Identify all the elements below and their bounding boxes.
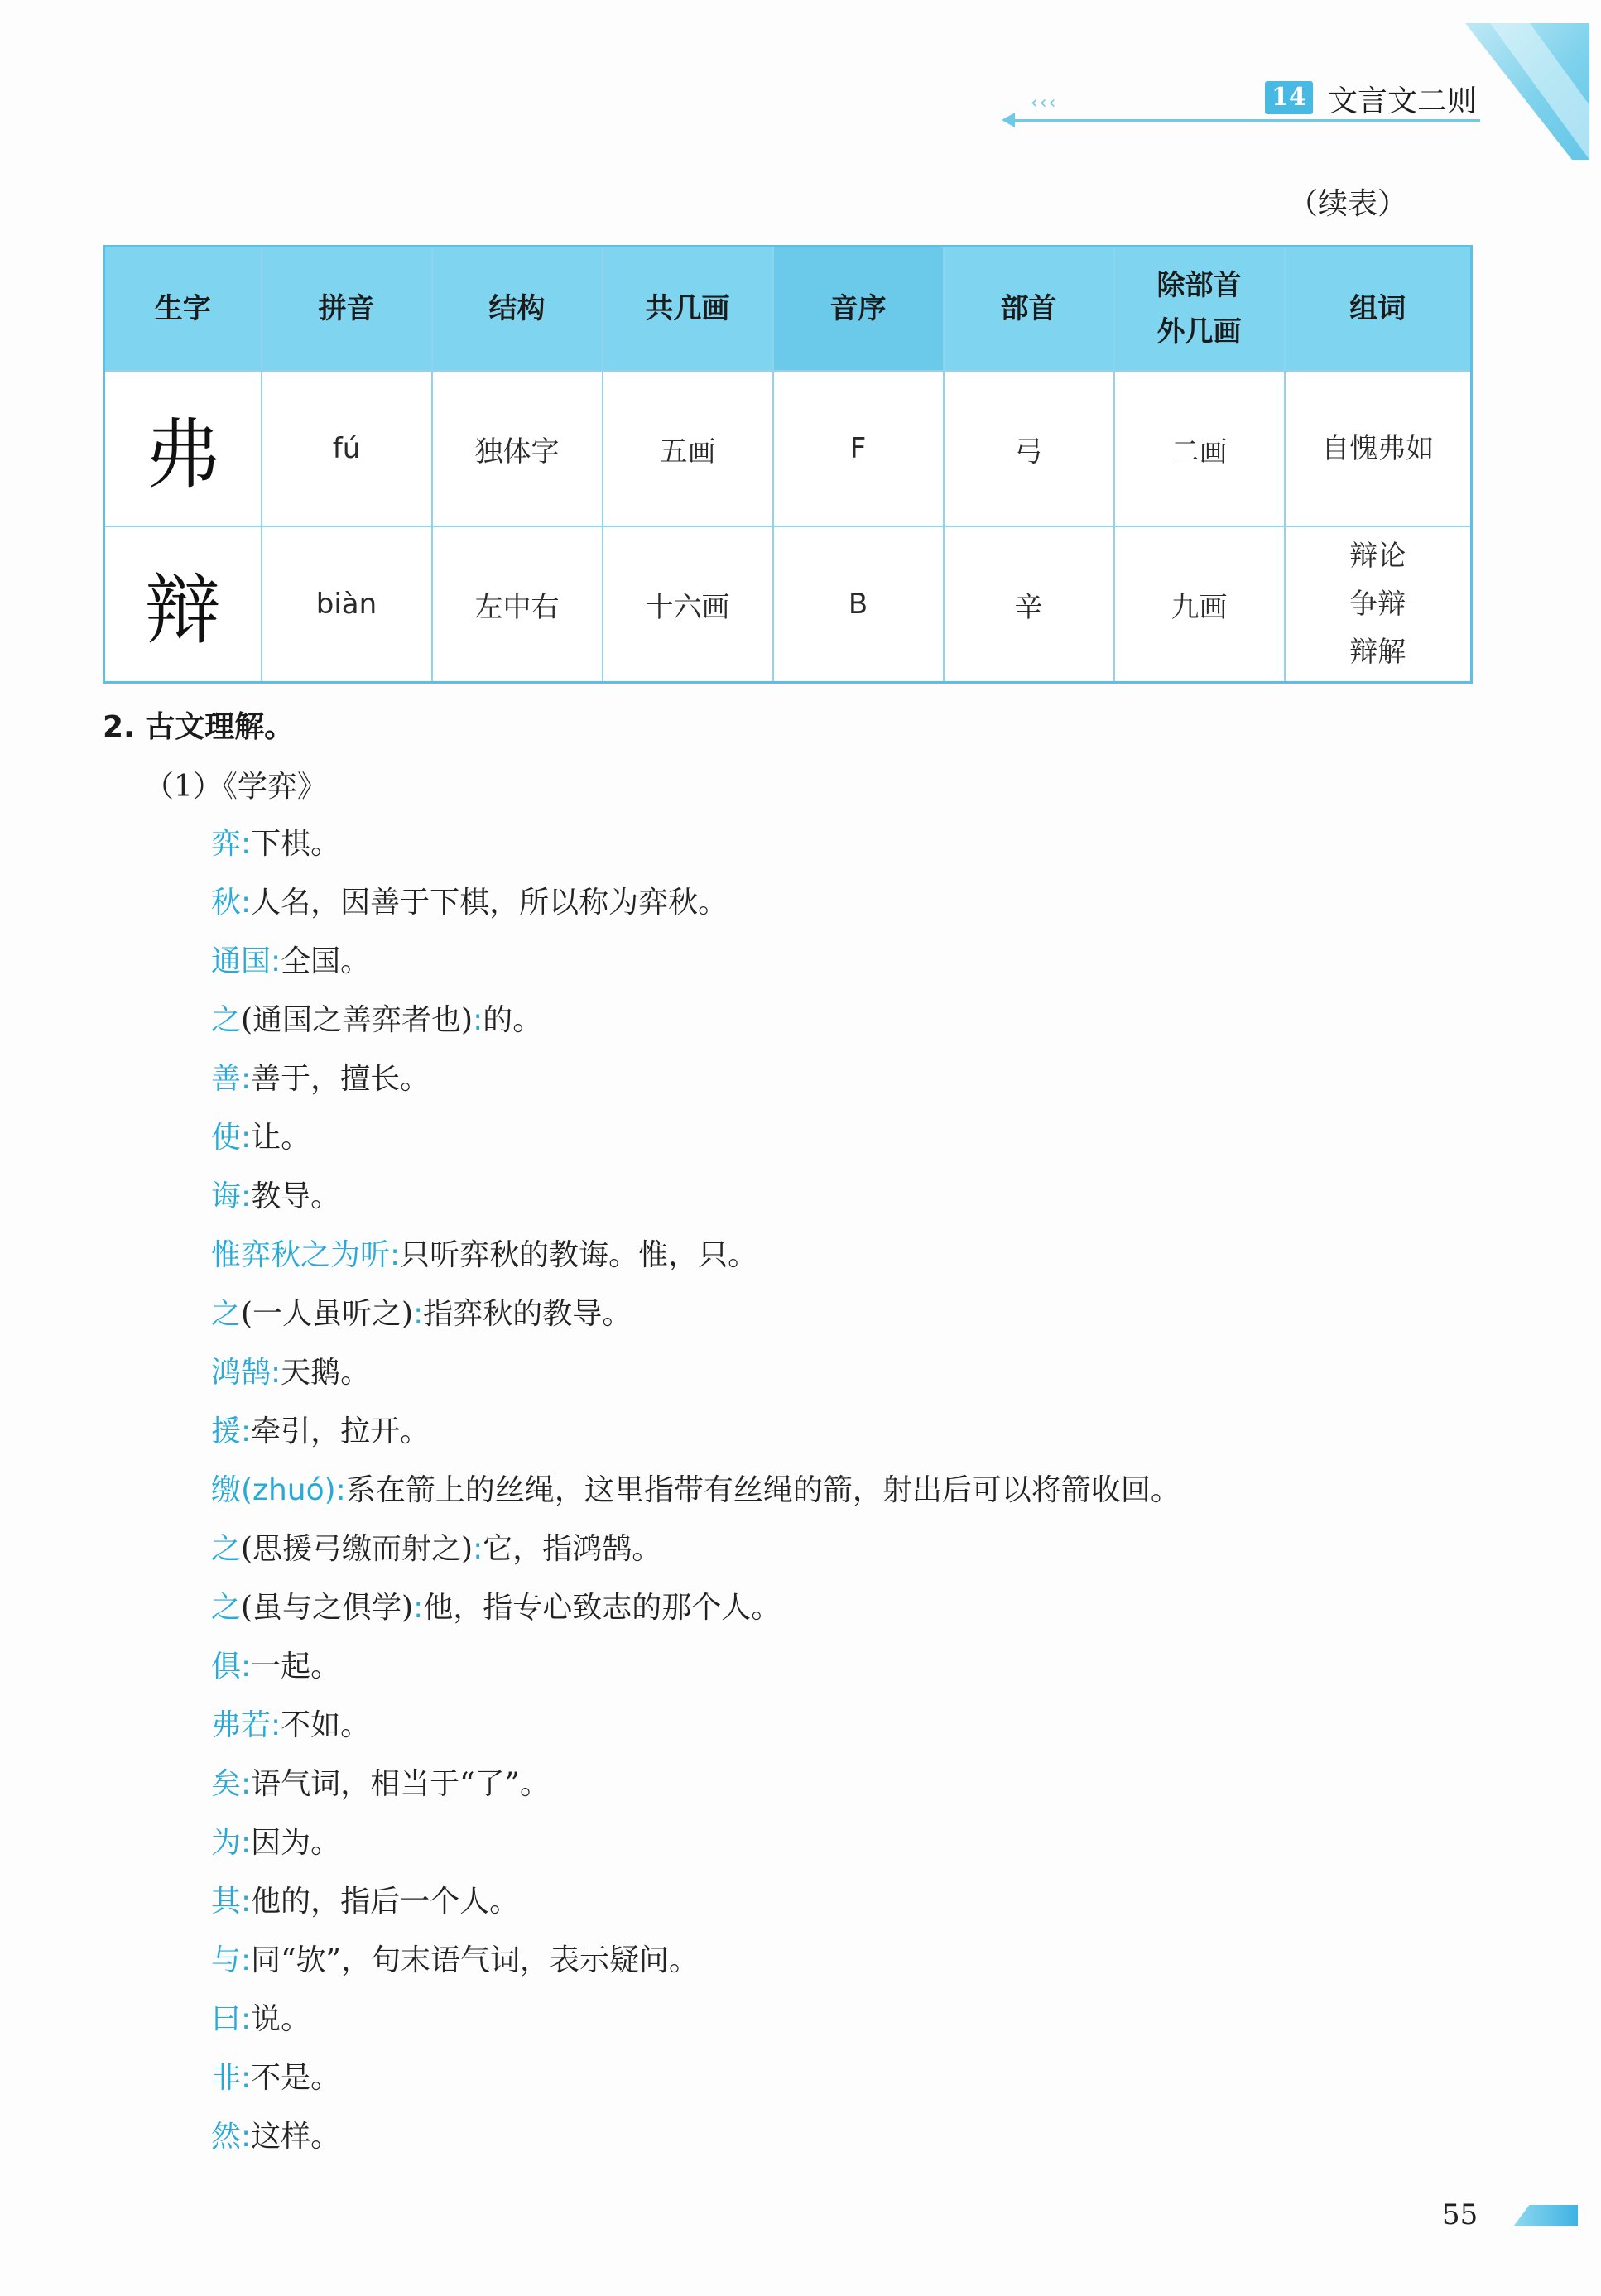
glossary-separator: : — [241, 1121, 252, 1155]
section-title: 2. 古文理解。 — [103, 710, 295, 744]
list-item — [211, 1645, 1180, 1704]
glossary-separator: : — [271, 1356, 281, 1390]
list-item — [211, 1058, 1180, 1117]
glossary-term: 通国 — [211, 944, 272, 978]
list-item — [211, 1410, 1180, 1469]
continued-label: （续表） — [1288, 187, 1408, 221]
glossary-definition: 一起。 — [251, 1650, 341, 1684]
column-header: 部首 — [944, 247, 1114, 372]
list-item — [211, 2057, 1180, 2116]
cell-radical: 弓 — [944, 371, 1114, 526]
list-item — [211, 1939, 1180, 1998]
glossary-definition: 它，指鸿鹄。 — [483, 1532, 662, 1566]
chevrons-icon: ‹‹‹ — [1031, 93, 1058, 113]
cell-radical: 辛 — [944, 526, 1114, 683]
cell-extra-strokes: 九画 — [1114, 526, 1285, 683]
table-row — [104, 371, 1472, 526]
list-item — [211, 940, 1180, 999]
glossary-term: 与 — [211, 1943, 242, 1977]
cell-initial: F — [773, 371, 944, 526]
glossary-term: 鸿鹄 — [211, 1356, 272, 1390]
glossary-term: 为 — [211, 1826, 242, 1860]
glossary-separator: : — [241, 827, 252, 861]
lesson-title: 文言文二则 — [1328, 84, 1478, 118]
list-item — [211, 1822, 1180, 1881]
cell-char: 辩 — [104, 526, 262, 683]
glossary-definition: 这样。 — [251, 2120, 341, 2154]
cell-initial: B — [773, 526, 944, 683]
cell-words — [1285, 371, 1472, 526]
list-item — [211, 1763, 1180, 1822]
glossary-term: 曰 — [211, 2002, 242, 2036]
glossary-definition: 善于，擅长。 — [251, 1062, 430, 1096]
glossary-separator: : — [335, 1473, 346, 1507]
glossary-separator: : — [241, 2120, 252, 2154]
column-header: 共几画 — [603, 247, 773, 372]
column-header: 生字 — [104, 247, 262, 372]
glossary-term: 使 — [211, 1121, 242, 1155]
list-item — [211, 1704, 1180, 1763]
character-table — [103, 245, 1473, 684]
page-tab-decoration — [1513, 2205, 1578, 2226]
cell-structure: 独体字 — [432, 371, 603, 526]
glossary-term: 秋 — [211, 886, 242, 920]
glossary-definition: 全国。 — [281, 944, 371, 978]
glossary-list — [211, 823, 1180, 2174]
list-item — [211, 1881, 1180, 1939]
list-item — [211, 1352, 1180, 1410]
glossary-term: 缴 — [211, 1473, 242, 1507]
glossary-separator: : — [271, 1708, 281, 1742]
glossary-separator: : — [413, 1591, 424, 1625]
list-item — [211, 823, 1180, 881]
glossary-context: (虽与之俱学) — [241, 1591, 414, 1625]
glossary-definition: 牵引，拉开。 — [251, 1415, 430, 1448]
list-item — [211, 1234, 1180, 1293]
column-header-text: 除部首外几画 — [1156, 269, 1242, 348]
glossary-separator: : — [390, 1238, 401, 1272]
glossary-term: 然 — [211, 2120, 242, 2154]
glossary-term: 俱 — [211, 1650, 242, 1684]
glossary-definition: 他的，指后一个人。 — [251, 1885, 520, 1919]
glossary-definition: 下棋。 — [251, 827, 341, 861]
glossary-separator: : — [473, 1003, 483, 1037]
glossary-separator: : — [241, 1767, 252, 1801]
table-row — [104, 526, 1472, 683]
glossary-definition: 系在箭上的丝绳，这里指带有丝绳的箭，射出后可以将箭收回。 — [345, 1473, 1180, 1507]
glossary-separator: : — [473, 1532, 483, 1566]
table-header-row — [104, 247, 1472, 372]
list-item — [211, 1117, 1180, 1175]
cell-extra-strokes: 二画 — [1114, 371, 1285, 526]
column-header: 组词 — [1285, 247, 1472, 372]
glossary-term-pinyin: (zhuó) — [241, 1473, 336, 1507]
glossary-context: (通国之善弈者也) — [241, 1003, 474, 1037]
glossary-definition: 不是。 — [251, 2061, 341, 2095]
word: 争辩 — [1349, 588, 1406, 621]
glossary-separator: : — [241, 1826, 252, 1860]
glossary-separator: : — [241, 1943, 252, 1977]
glossary-separator: : — [413, 1297, 424, 1331]
glossary-term: 矣 — [211, 1767, 242, 1801]
glossary-term: 之 — [211, 1591, 242, 1625]
page-number: 55 — [1442, 2198, 1478, 2231]
glossary-definition: 教导。 — [251, 1179, 341, 1213]
glossary-term: 援 — [211, 1415, 242, 1448]
cell-pinyin: fú — [262, 371, 432, 526]
list-item — [211, 1469, 1180, 1528]
glossary-term: 之 — [211, 1003, 242, 1037]
glossary-separator: : — [241, 886, 252, 920]
cell-words — [1285, 526, 1472, 683]
list-item — [211, 1587, 1180, 1645]
list-item — [211, 1293, 1180, 1352]
column-header: 结构 — [432, 247, 603, 372]
glossary-separator: : — [241, 1062, 252, 1096]
column-header: 拼音 — [262, 247, 432, 372]
glossary-definition: 指弈秋的教导。 — [423, 1297, 632, 1331]
glossary-definition: 语气词，相当于“了”。 — [251, 1767, 550, 1801]
glossary-term: 弈 — [211, 827, 242, 861]
glossary-term: 之 — [211, 1297, 242, 1331]
glossary-separator: : — [241, 1415, 252, 1448]
cell-structure: 左中右 — [432, 526, 603, 683]
glossary-definition: 他，指专心致志的那个人。 — [423, 1591, 781, 1625]
word: 自愧弗如 — [1321, 432, 1435, 465]
column-header — [1114, 247, 1285, 372]
glossary-context: (思援弓缴而射之) — [241, 1532, 474, 1566]
list-item — [211, 2116, 1180, 2174]
list-item — [211, 1528, 1180, 1587]
glossary-definition: 因为。 — [251, 1826, 341, 1860]
glossary-term: 善 — [211, 1062, 242, 1096]
lesson-number-badge: 14 — [1265, 81, 1313, 114]
section-subtitle: （1）《学弈》 — [144, 770, 327, 804]
glossary-context: (一人虽听之) — [241, 1297, 414, 1331]
cell-strokes: 五画 — [603, 371, 773, 526]
cell-char: 弗 — [104, 371, 262, 526]
glossary-separator: : — [241, 2061, 252, 2095]
glossary-definition: 让。 — [251, 1121, 311, 1155]
word: 辩论 — [1349, 540, 1406, 573]
list-item — [211, 1175, 1180, 1234]
glossary-definition: 人名，因善于下棋，所以称为弈秋。 — [251, 886, 728, 920]
glossary-separator: : — [241, 1885, 252, 1919]
glossary-term: 其 — [211, 1885, 242, 1919]
glossary-separator: : — [241, 1650, 252, 1684]
glossary-definition: 天鹅。 — [281, 1356, 371, 1390]
glossary-term: 惟弈秋之为听 — [211, 1238, 391, 1272]
glossary-term: 非 — [211, 2061, 242, 2095]
glossary-separator: : — [271, 944, 281, 978]
glossary-definition: 说。 — [251, 2002, 311, 2036]
glossary-separator: : — [241, 2002, 252, 2036]
glossary-term: 诲 — [211, 1179, 242, 1213]
glossary-term: 弗若 — [211, 1708, 272, 1742]
glossary-definition: 的。 — [483, 1003, 543, 1037]
list-item — [211, 1998, 1180, 2057]
cell-strokes: 十六画 — [603, 526, 773, 683]
word: 辩解 — [1349, 636, 1406, 669]
list-item — [211, 881, 1180, 940]
column-header: 音序 — [773, 247, 944, 372]
glossary-separator: : — [241, 1179, 252, 1213]
cell-pinyin: biàn — [262, 526, 432, 683]
list-item — [211, 999, 1180, 1058]
glossary-term: 之 — [211, 1532, 242, 1566]
glossary-definition: 同“欤”，句末语气词，表示疑问。 — [251, 1943, 699, 1977]
glossary-definition: 只听弈秋的教诲。惟，只。 — [400, 1238, 758, 1272]
glossary-definition: 不如。 — [281, 1708, 371, 1742]
